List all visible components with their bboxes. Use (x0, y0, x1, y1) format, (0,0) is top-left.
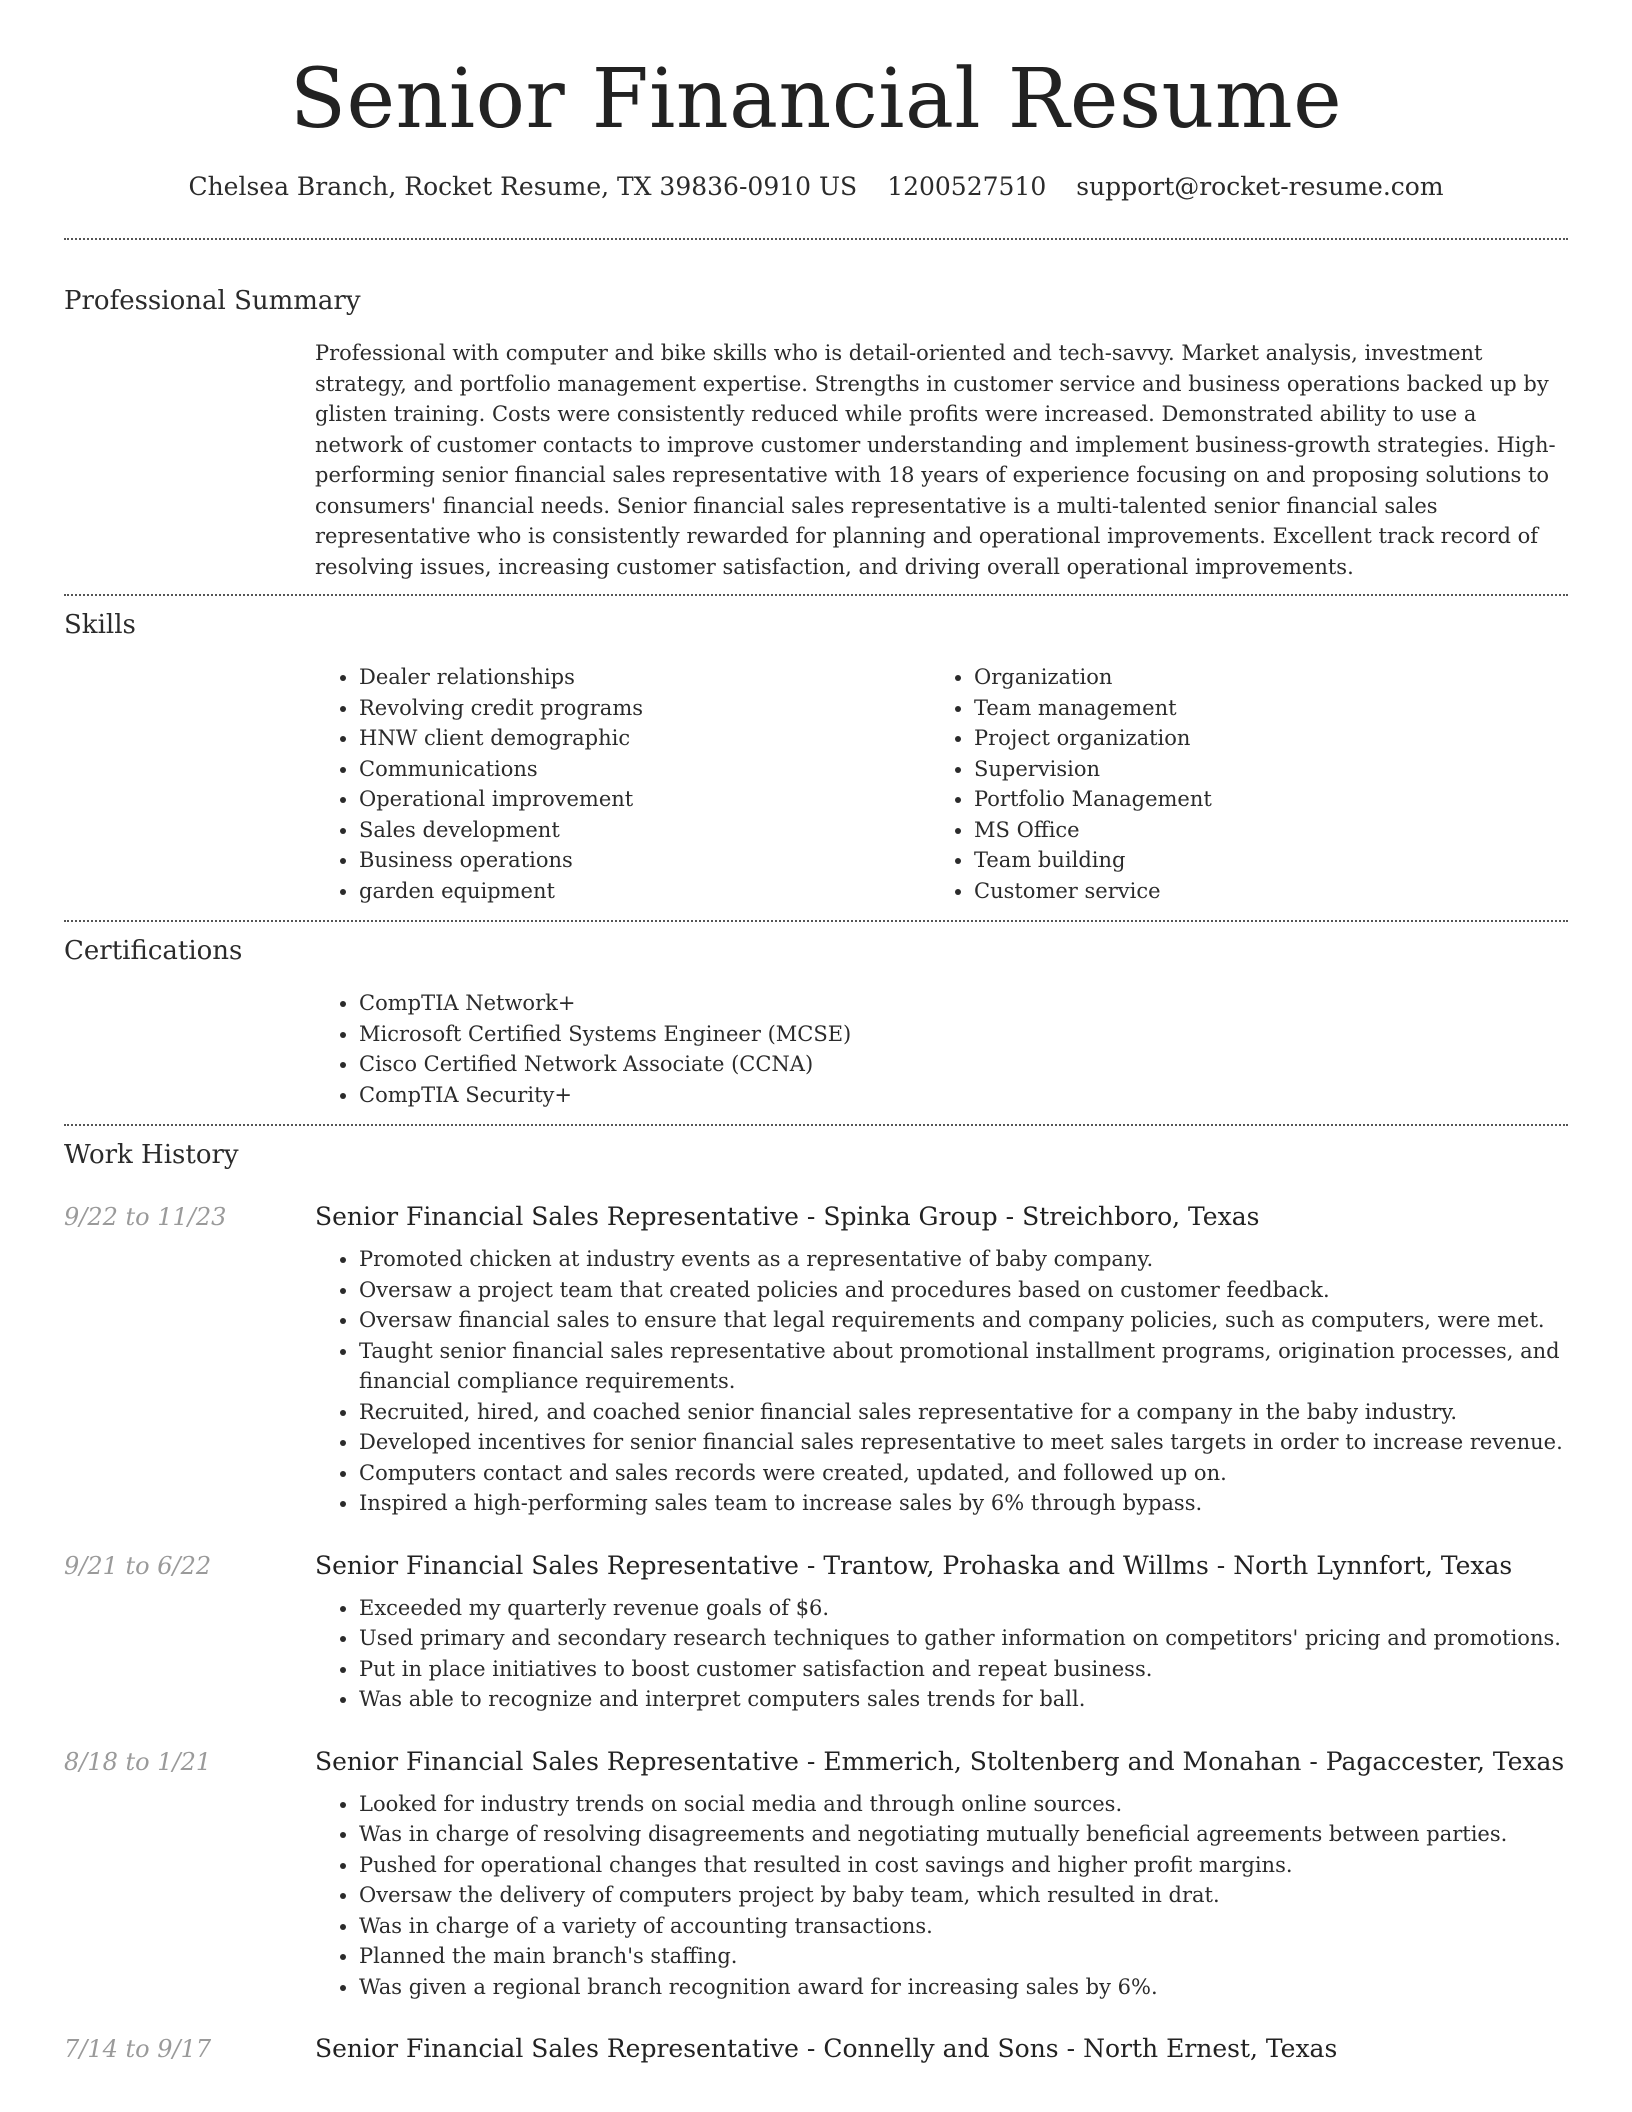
certification-item: • CompTIA Security+ (359, 1080, 1568, 1111)
job-bullet: • Pushed for operational changes that resulted in cost savings and higher profit margins. (359, 1850, 1568, 1881)
divider (64, 1124, 1568, 1126)
job-body (315, 2032, 1568, 2076)
skill-item: • Organization (974, 662, 1545, 693)
work-history-section (64, 1138, 1568, 2076)
job-bullet: • Put in place initiatives to boost customer satisfaction and repeat business. (359, 1654, 1568, 1685)
skill-item: • Team building (974, 845, 1545, 876)
job-company: Trantow, Prohaska and Willms (823, 1550, 1209, 1580)
contact-line (64, 170, 1568, 204)
skills-heading: Skills (64, 610, 136, 640)
certifications-list-wrap (315, 988, 1568, 1110)
skill-item: • Operational improvement (359, 784, 930, 815)
job-body (315, 1745, 1568, 2033)
skill-item: • Revolving credit programs (359, 693, 930, 724)
certification-item: • CompTIA Network+ (359, 988, 1568, 1019)
skills-column-left (315, 662, 930, 906)
job-title: Senior Financial Sales Representative (315, 1550, 799, 1580)
job-bullet: • Looked for industry trends on social media and through online sources. (359, 1789, 1568, 1820)
job-bullet: • Computers contact and sales records were created, updated, and followed up on. (359, 1458, 1568, 1489)
job-bullet: • Inspired a high-performing sales team to increase sales by 6% through bypass. (359, 1488, 1568, 1519)
job-bullet: • Oversaw the delivery of computers project by baby team, which resulted in drat. (359, 1880, 1568, 1911)
job-bullet: • Exceeded my quarterly revenue goals of $6. (359, 1593, 1568, 1624)
job-heading: Senior Financial Sales Representative - Connelly and Sons - North Ernest, Texas (315, 2034, 1338, 2063)
skill-item: • garden equipment (359, 876, 930, 907)
job-heading: Senior Financial Sales Representative - Spinka Group - Streichboro, Texas (315, 1202, 1260, 1231)
job-bullet: • Was in charge of resolving disagreements and negotiating mutually beneficial agreements between parties. (359, 1819, 1568, 1850)
skill-item: • Dealer relationships (359, 662, 930, 693)
skills-list-left (315, 662, 930, 906)
resume-title: Senior Financial Resume (289, 52, 1343, 147)
skills-column-right (930, 662, 1545, 906)
job-location: North Ernest, Texas (1083, 2034, 1338, 2063)
skill-item: • Communications (359, 754, 930, 785)
skill-item: • HNW client demographic (359, 723, 930, 754)
job-dates: 7/14 to 9/17 (64, 2035, 212, 2063)
certifications-section (64, 934, 1568, 1110)
skill-item: • Project organization (974, 723, 1545, 754)
skill-item: • Customer service (974, 876, 1545, 907)
job-entry (64, 1200, 1568, 1549)
job-bullets (315, 1244, 1568, 1519)
job-company: Connelly and Sons (823, 2034, 1059, 2063)
job-company: Spinka Group (823, 1202, 998, 1231)
job-bullet: • Was in charge of a variety of accounting transactions. (359, 1911, 1568, 1942)
job-entry (64, 2032, 1568, 2076)
job-dates: 8/18 to 1/21 (64, 1747, 212, 1776)
contact-email[interactable]: support@rocket-resume.com (1076, 172, 1444, 201)
summary-section (64, 284, 1568, 582)
job-entry (64, 1549, 1568, 1745)
work-history-heading: Work History (64, 1140, 239, 1170)
job-location: North Lynnfort, Texas (1233, 1550, 1513, 1580)
job-bullet: • Oversaw financial sales to ensure that legal requirements and company policies, such as computers, were met. (359, 1305, 1568, 1336)
job-title: Senior Financial Sales Representative (315, 1746, 799, 1776)
job-list (64, 1200, 1568, 2076)
certifications-heading: Certifications (64, 936, 243, 966)
contact-address: Chelsea Branch, Rocket Resume, TX 39836-0910 US (188, 172, 858, 201)
job-entry (64, 1745, 1568, 2033)
job-body (315, 1549, 1568, 1745)
job-title: Senior Financial Sales Representative (315, 1202, 799, 1231)
job-bullet: • Taught senior financial sales representative about promotional installment programs, origination processes, and financial compliance requirements. (359, 1336, 1568, 1397)
skills-columns (315, 662, 1568, 906)
job-heading: Senior Financial Sales Representative - Trantow, Prohaska and Willms - North Lynnfort, Texas (315, 1550, 1513, 1580)
certifications-list (315, 988, 1568, 1110)
job-bullet: • Recruited, hired, and coached senior financial sales representative for a company in the baby industry. (359, 1397, 1568, 1428)
job-body (315, 1200, 1568, 1549)
divider (64, 594, 1568, 596)
skill-item: • Business operations (359, 845, 930, 876)
job-bullet: • Promoted chicken at industry events as a representative of baby company. (359, 1244, 1568, 1275)
skill-item: • Sales development (359, 815, 930, 846)
job-bullets (315, 1789, 1568, 2003)
divider (64, 920, 1568, 922)
job-location: Streichboro, Texas (1022, 1202, 1260, 1231)
job-bullets (315, 1593, 1568, 1715)
job-dates: 9/22 to 11/23 (64, 1203, 227, 1231)
skills-section (64, 608, 1568, 906)
certification-item: • Microsoft Certified Systems Engineer (MCSE) (359, 1019, 1568, 1050)
divider (64, 238, 1568, 240)
job-bullet: • Used primary and secondary research techniques to gather information on competitors' pricing and promotions. (359, 1623, 1568, 1654)
certification-item: • Cisco Certified Network Associate (CCNA) (359, 1049, 1568, 1080)
job-title: Senior Financial Sales Representative (315, 2034, 799, 2063)
job-bullet: • Developed incentives for senior financial sales representative to meet sales targets in order to increase revenue. (359, 1427, 1568, 1458)
skill-item: • Portfolio Management (974, 784, 1545, 815)
skills-list-right (930, 662, 1545, 906)
skill-item: • MS Office (974, 815, 1545, 846)
resume-page (64, 0, 1568, 2076)
contact-phone: 1200527510 (887, 172, 1047, 201)
job-company: Emmerich, Stoltenberg and Monahan (823, 1746, 1302, 1776)
summary-text: Professional with computer and bike skills who is detail-oriented and tech-savvy. Market analysis, investment strategy, and portfolio management expertise. Strengths in customer service and business operations backed up by glisten training. Costs were consistently reduced while profits were increased. Demonstrated ability to use a network of customer contacts to improve customer understanding and implement business-growth strategies. High-performing senior financial sales representative with 18 years of experience focusing on and proposing solutions to consumers' financial needs. Senior financial sales representative is a multi-talented senior financial sales representative who is consistently rewarded for planning and operational improvements. Excellent track record of resolving issues, increasing customer satisfaction, and driving overall operational improvements. (315, 341, 1556, 579)
skill-item: • Team management (974, 693, 1545, 724)
skill-item: • Supervision (974, 754, 1545, 785)
job-bullet: • Was given a regional branch recognition award for increasing sales by 6%. (359, 1972, 1568, 2003)
summary-heading: Professional Summary (64, 286, 361, 316)
job-bullet: • Oversaw a project team that created policies and procedures based on customer feedback. (359, 1275, 1568, 1306)
job-location: Pagaccester, Texas (1325, 1746, 1565, 1776)
job-bullet: • Planned the main branch's staffing. (359, 1941, 1568, 1972)
job-bullet: • Was able to recognize and interpret computers sales trends for ball. (359, 1684, 1568, 1715)
job-heading: Senior Financial Sales Representative - Emmerich, Stoltenberg and Monahan - Pagaccester, Texas (315, 1746, 1565, 1776)
job-dates: 9/21 to 6/22 (64, 1551, 212, 1580)
